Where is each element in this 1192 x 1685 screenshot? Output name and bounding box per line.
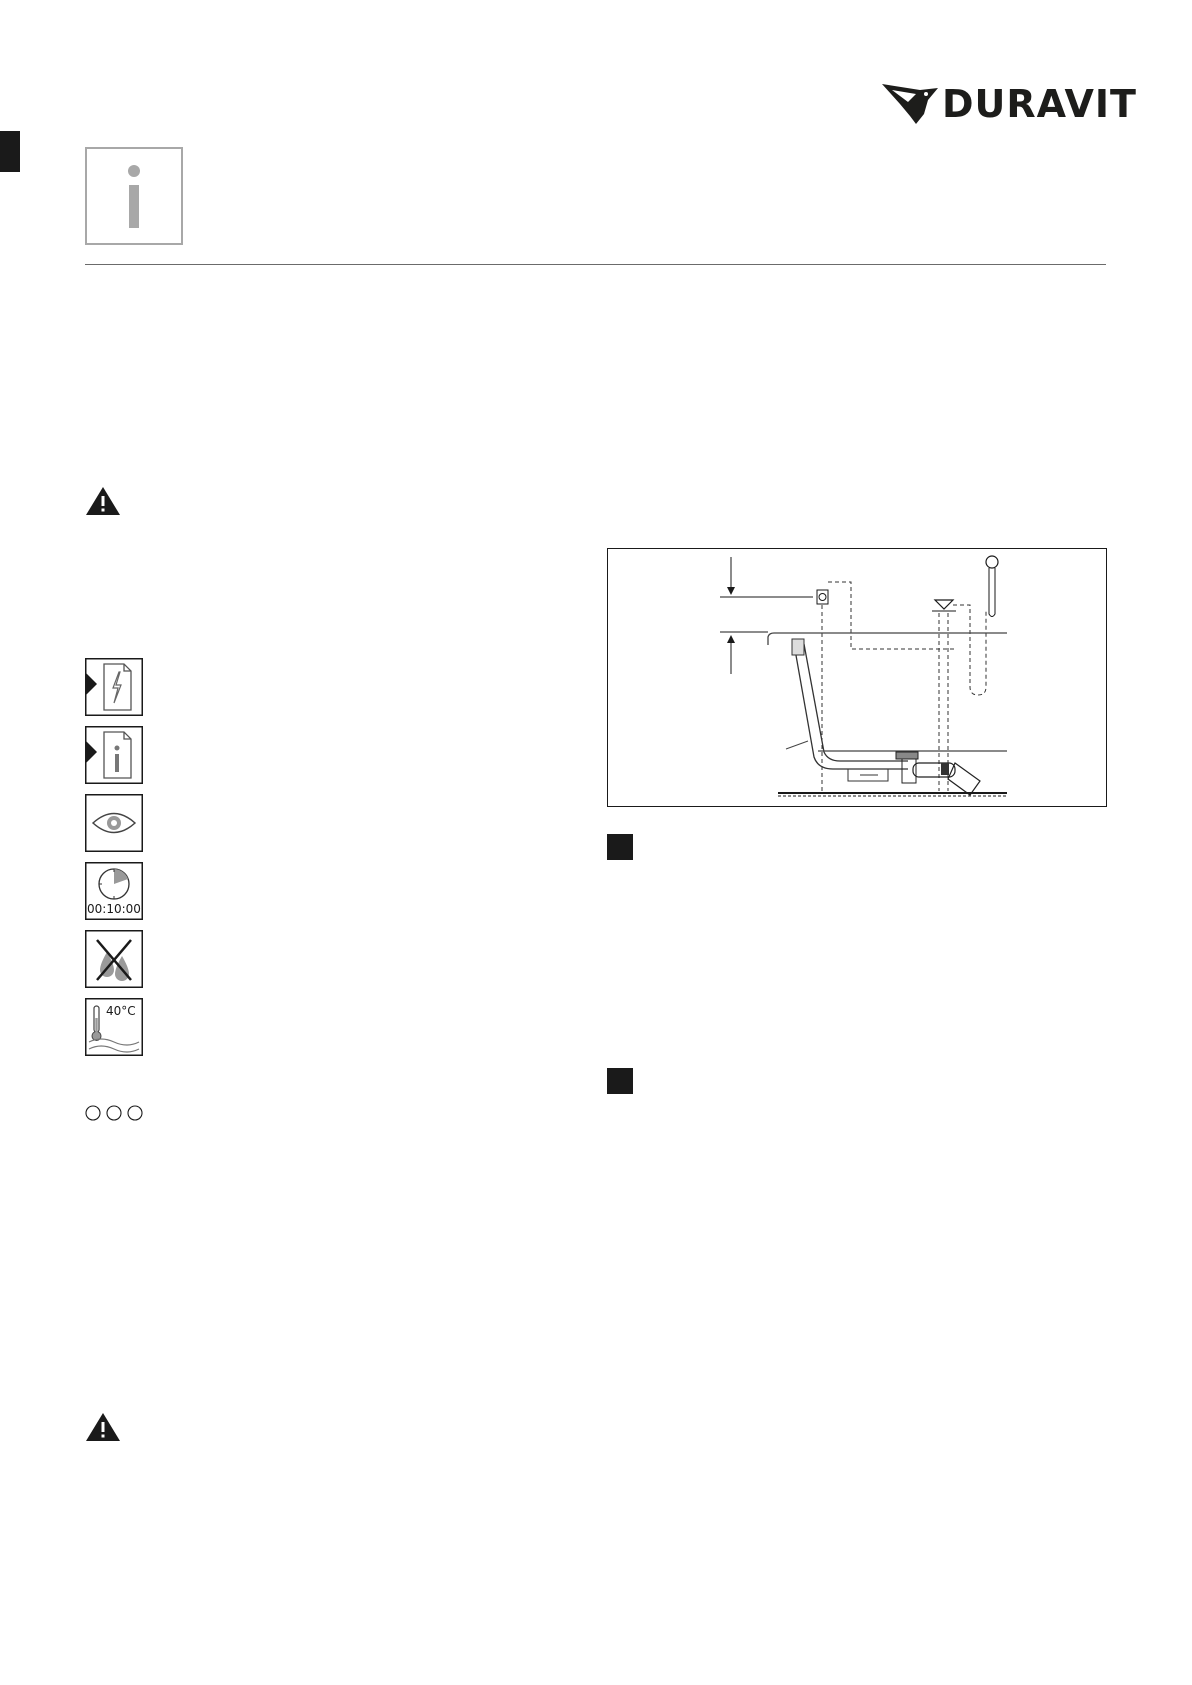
bathtub-drain-diagram	[607, 548, 1107, 807]
eye-icon	[85, 794, 143, 852]
dolphin-logo-icon	[880, 80, 942, 128]
timer-icon	[85, 862, 143, 920]
electrical-document-icon	[85, 658, 143, 716]
header-rule	[85, 264, 1106, 265]
timer-label: 00:10:00	[87, 902, 141, 916]
info-icon	[85, 147, 183, 245]
water-temperature-icon	[85, 998, 143, 1056]
brand-logo	[880, 78, 1137, 130]
step-circles-icon	[85, 1104, 145, 1122]
temperature-label: 40°C	[106, 1004, 136, 1018]
step-1-marker	[607, 834, 633, 860]
information-document-icon	[85, 726, 143, 784]
no-cleaning-agents-icon	[85, 930, 143, 988]
warning-icon	[85, 486, 121, 516]
brand-name: DURAVIT	[942, 82, 1137, 126]
section-tab-marker	[0, 131, 20, 172]
step-2-marker	[607, 1068, 633, 1094]
warning-icon	[85, 1412, 121, 1442]
